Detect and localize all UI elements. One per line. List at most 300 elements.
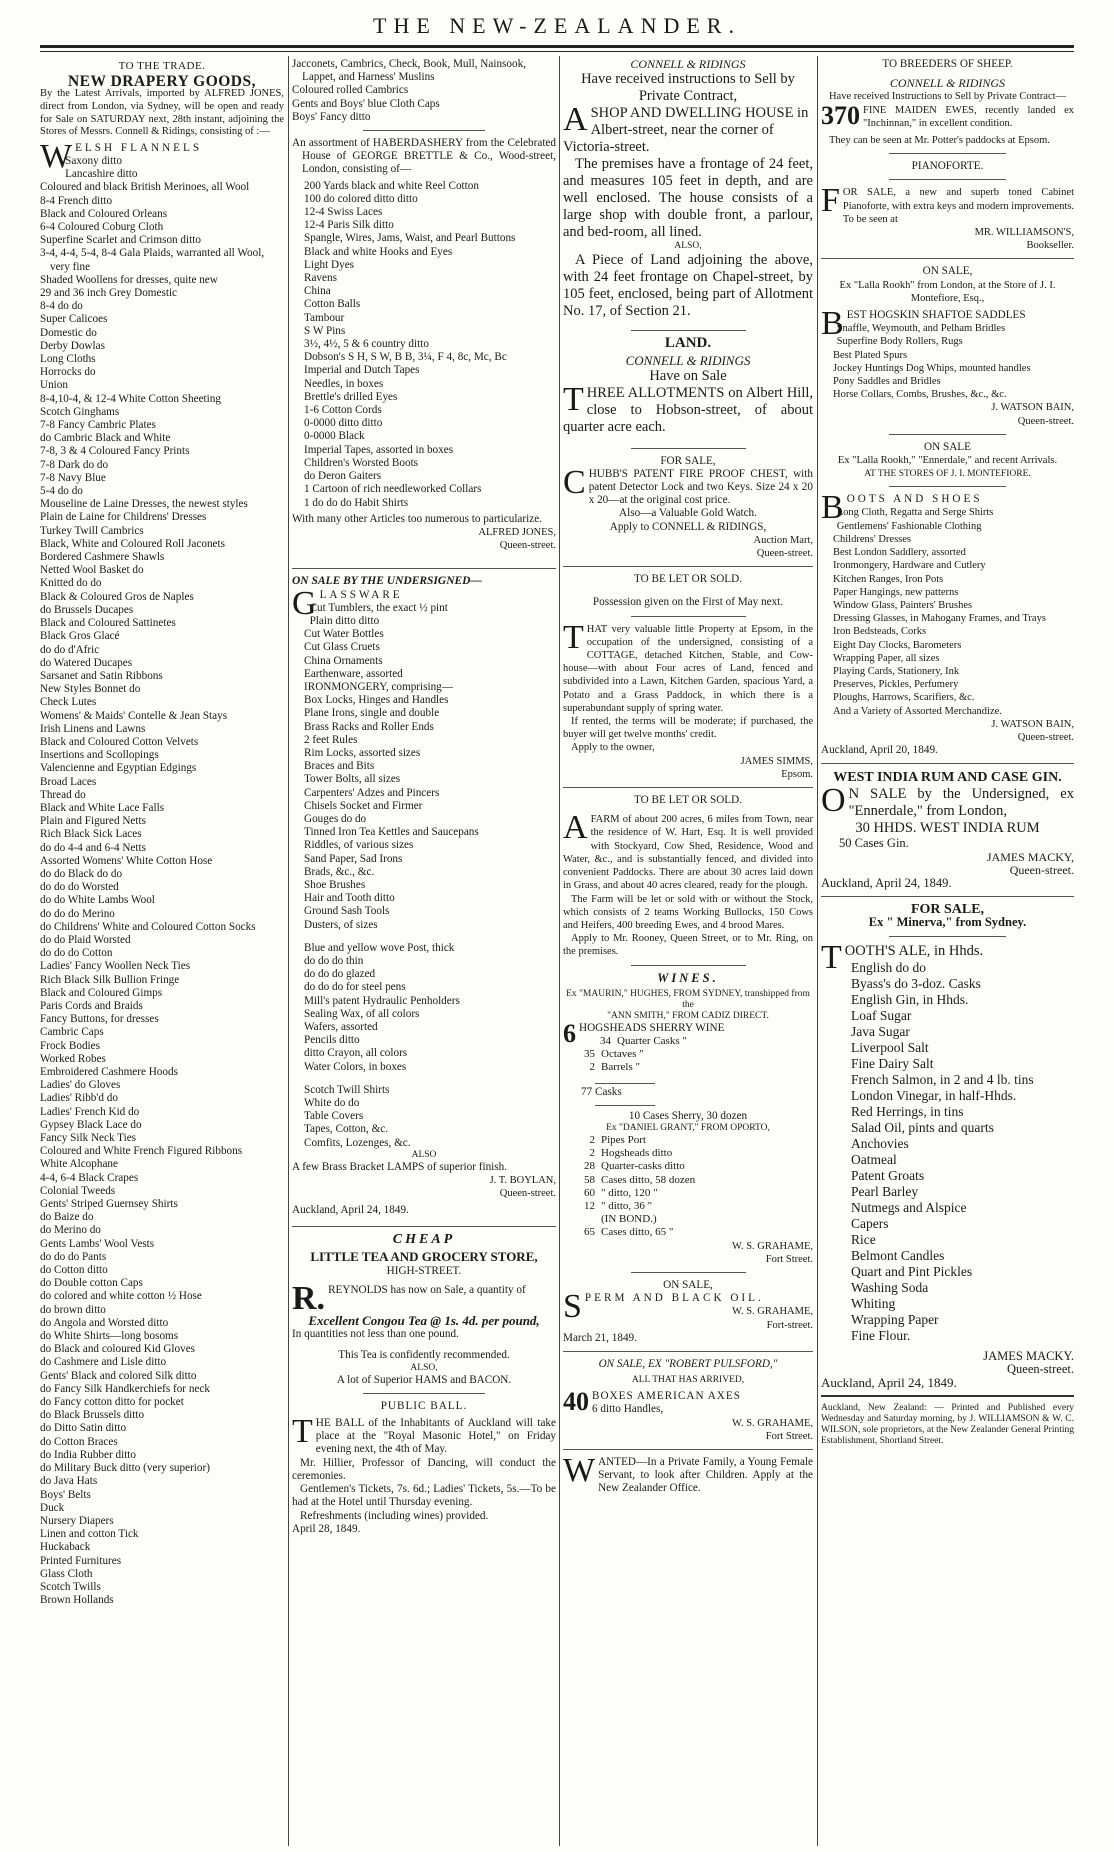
table-row	[563, 1187, 813, 1200]
table-row	[563, 1174, 813, 1187]
list-item: do Cotton ditto	[40, 1264, 108, 1277]
table-row	[563, 1061, 813, 1074]
ad-date: Auckland, April 20, 1849.	[821, 744, 938, 757]
list-item: Frock Bodies	[40, 1039, 100, 1052]
row-quantity: 2	[589, 1061, 595, 1074]
list-item: Embroidered Cashmere Hoods	[40, 1066, 178, 1078]
list-item: Huckaback	[40, 1541, 91, 1554]
list-item: do Black and coloured Kid Gloves	[40, 1343, 196, 1356]
signature: W. S. GRAHAME,	[732, 1240, 813, 1252]
row-text: Cases ditto, 58 dozen	[601, 1173, 696, 1186]
list-item: Coloured and White French Figured Ribbons	[40, 1145, 243, 1158]
stores-text: AT THE STORES OF J. I. MONTEFIORE.	[864, 469, 1031, 480]
list-item: Gouges do do	[304, 812, 367, 825]
premises-text: The premises have a frontage of 24 feet, and measures 105 feet in depth, and are well enclosed. The house consists of a large shop with double front, a parlour, and bed-room, all lined.	[563, 156, 813, 241]
list-item: do do Black do do	[40, 867, 123, 880]
list-item: Comfits, Lozenges, &c.	[304, 1136, 411, 1149]
list-item: Black, White and Coloured Roll Jaconets	[40, 537, 225, 550]
list-item: Patent Groats	[851, 1167, 925, 1183]
drop-cap: S	[563, 1288, 582, 1326]
drop-cap: 370	[821, 100, 860, 130]
column-2	[292, 58, 556, 1844]
muslins-list	[292, 58, 556, 124]
list-item: Gents' Black and colored Silk ditto	[40, 1369, 197, 1382]
list-item: London Vinegar, in half-Hhds.	[851, 1087, 1017, 1103]
row-text: Quarter-casks ditto	[601, 1160, 685, 1173]
stationery-list	[292, 942, 556, 1074]
column-1	[40, 58, 284, 1844]
list-item: do brown ditto	[40, 1303, 106, 1316]
list-item: Anchovies	[851, 1135, 909, 1151]
drop-cap: W	[563, 1452, 596, 1489]
list-item: Shaded Woollens for dresses, quite new	[40, 273, 218, 286]
list-item: do Black Brussels ditto	[40, 1409, 145, 1422]
list-item: Jockey Huntings Dog Whips, mounted handles	[833, 362, 1031, 374]
signature-address: Fort Street.	[765, 1430, 813, 1442]
row-quantity	[563, 1213, 601, 1226]
list-item: Cambric Caps	[40, 1026, 104, 1039]
drop-cap: T	[292, 1413, 313, 1451]
row-quantity: 65	[584, 1226, 595, 1239]
on-sale-heading: ON SALE,	[663, 1278, 713, 1291]
list-item: Lancashire ditto	[65, 168, 138, 181]
list-item: ditto Crayon, all colors	[304, 1047, 408, 1060]
row-text: Quarter Casks "	[617, 1034, 687, 1047]
on-sale-heading: ON SALE	[924, 440, 971, 453]
signature: Auction Mart,	[753, 534, 813, 546]
list-item: China	[304, 285, 331, 298]
list-item: 5-4 do do	[40, 485, 83, 498]
list-item: Check Lutes	[40, 696, 97, 709]
also-label: ALSO,	[674, 241, 702, 252]
row-text: (IN BOND.)	[601, 1213, 657, 1226]
list-item: do Angola and Worsted ditto	[40, 1316, 169, 1329]
table-row	[563, 1213, 813, 1226]
signature-address: Queen-street.	[499, 540, 556, 552]
drop-cap: G	[292, 584, 317, 622]
list-item: 1 do do do Habit Shirts	[304, 496, 409, 509]
rum-heading: WEST INDIA RUM AND CASE GIN.	[833, 770, 1062, 786]
list-item: 29 and 36 inch Grey Domestic	[40, 287, 178, 300]
list-item: Horrocks do	[40, 366, 96, 379]
masthead	[40, 12, 1074, 50]
list-item: Worked Robes	[40, 1052, 106, 1065]
list-item: English Gin, in Hhds.	[851, 991, 969, 1007]
list-item: Assorted Womens' White Cotton Hose	[40, 854, 213, 867]
rum-text: N SALE by the Undersigned, ex "Ennerdale," from London,	[848, 786, 1074, 820]
list-item: Brads, &c., &c.	[304, 865, 375, 878]
chubb-apply: Apply to CONNELL & RIDINGS,	[609, 520, 767, 533]
rented-text: If rented, the terms will be moderate; if purchased, the buyer will get twelve months' credit.	[563, 716, 813, 741]
list-item: Best Plated Spurs	[833, 349, 908, 361]
list-item: Cut Water Bottles	[304, 628, 384, 641]
ad-date: March 21, 1849.	[563, 1331, 637, 1344]
list-item: do Double cotton Caps	[40, 1277, 143, 1290]
signature-address: Bookseller.	[1026, 240, 1074, 252]
ball-text-3: Gentlemen's Tickets, 7s. 6d.; Ladies' Tickets, 5s.—To be had at the Hotel until Thursday evening.	[292, 1483, 556, 1509]
list-item: Duck	[40, 1501, 65, 1514]
list-item: Nutmegs and Alspice	[851, 1199, 967, 1215]
separator	[821, 763, 1074, 764]
on-sale-heading: ON SALE,	[922, 265, 973, 278]
table-row	[563, 1200, 813, 1213]
list-item: Black and Coloured Sattinetes	[40, 617, 176, 630]
signature: J. T. BOYLAN,	[489, 1175, 556, 1187]
list-item: Wrapping Paper	[851, 1311, 939, 1327]
list-item: Tambour	[304, 311, 345, 324]
list-item: Wrapping Paper, all sizes	[833, 652, 940, 664]
signature-address: Epsom.	[781, 768, 813, 780]
wines-heading: WINES.	[657, 970, 719, 985]
list-item: China Ornaments	[304, 654, 383, 667]
shop-text: SHOP AND DWELLING HOUSE in Albert-street, near the corner of Victoria-street.	[563, 105, 809, 156]
list-item: Gentlemens' Fashionable Clothing	[836, 520, 982, 532]
list-item: Washing Soda	[851, 1279, 929, 1295]
list-item: do Deron Gaiters	[304, 470, 382, 483]
property-text: HAT very valuable little Property at Epsom, in the occupation of the undersigned, consisting of a COTTAGE, detached Kitchen, Stable, and Cow-house—with about Four acres of Land, fenced and subdivided into a Lawn, Kitchen Garden, spacious Yard, a Potato and a Grass Paddock, in which there is a superabundant supply of spring water.	[563, 623, 813, 714]
row-quantity: 2	[589, 1133, 595, 1146]
list-item: Playing Cards, Stationery, Ink	[833, 665, 960, 677]
list-item: Pony Saddles and Bridles	[833, 376, 941, 388]
ewes-text: FINE MAIDEN EWES, recently landed ex "Inchinnan," in excellent condition.	[863, 104, 1074, 129]
list-item: Gypsey Black Lace do	[40, 1118, 142, 1131]
list-item: White Alcophane	[40, 1158, 118, 1171]
separator	[889, 153, 1005, 154]
list-item: Jacconets, Cambrics, Check, Book, Mull, Nainsook, Lappet, and Harness' Muslins	[292, 58, 526, 84]
separator	[821, 258, 1074, 259]
list-item: Quart and Pint Pickles	[851, 1263, 973, 1279]
list-item: 0-0000 Black	[304, 430, 365, 443]
list-item: Womens' & Maids' Contelle & Jean Stays	[40, 709, 228, 722]
row-quantity: 35	[584, 1048, 595, 1061]
list-item: Sealing Wax, of all colors	[304, 1007, 420, 1020]
list-item: Ladies' French Kid do	[40, 1105, 140, 1118]
haberdashery-intro: An assortment of HABERDASHERY from the Celebrated House of GEORGE BRETTLE & Co., Wood-street, London, consisting of—	[292, 137, 556, 176]
list-item: Fine Flour.	[851, 1327, 911, 1343]
gin-text: 50 Cases Gin.	[839, 836, 909, 851]
list-item: Imperial and Dutch Tapes	[304, 364, 420, 377]
list-item: Super Calicoes	[40, 313, 108, 326]
list-item: Earthenware, assorted	[304, 667, 403, 680]
list-item: Sand Paper, Sad Irons	[304, 852, 403, 865]
separator	[363, 1393, 484, 1394]
ball-date: April 28, 1849.	[292, 1522, 361, 1535]
table-row	[579, 1035, 813, 1048]
list-item: Dressing Glasses, in Mahogany Frames, and Trays	[833, 613, 1046, 625]
list-item: Coloured and black British Merinoes, all Wool	[40, 181, 250, 194]
list-item: English do do	[851, 959, 927, 975]
list-item: Boys' Belts	[40, 1488, 91, 1501]
possession-text: Possession given on the First of May next.	[592, 596, 784, 609]
list-item: 7-8 Dark do do	[40, 458, 109, 471]
list-item: Rich Black Sick Laces	[40, 828, 142, 841]
chubb-also: Also—a Valuable Gold Watch.	[619, 507, 757, 520]
row-quantity: 58	[584, 1173, 595, 1186]
breeders-heading: TO BREEDERS OF SHEEP.	[882, 58, 1013, 70]
ball-heading: PUBLIC BALL.	[380, 1399, 468, 1412]
list-item: do do do Pants	[40, 1250, 107, 1263]
list-item: Eight Day Clocks, Barometers	[833, 639, 962, 651]
list-item: 8-4 French ditto	[40, 194, 113, 207]
list-item: Java Sugar	[851, 1023, 910, 1039]
ad-intro: By the Latest Arrivals, imported by ALFRED JONES, direct from London, via Sydney, will be open and ready for Sale on SATURDAY next, 28th instant, adjoining the Stores of Messrs. Connell & Ridings, consisting of :—	[40, 88, 284, 138]
row-text: Pipes Port	[601, 1133, 646, 1146]
separator	[889, 434, 1005, 435]
list-item: Plain and Figured Netts	[40, 815, 146, 828]
port-ex: Ex "DANIEL GRANT," FROM OPORTO,	[606, 1122, 770, 1133]
list-item: Colonial Tweeds	[40, 1184, 116, 1197]
list-item: do Cashmere and Lisle ditto	[40, 1356, 167, 1369]
list-item: S W Pins	[304, 324, 346, 337]
drop-cap: T	[821, 938, 842, 976]
drop-cap: W	[40, 137, 73, 175]
closing-text: With many other Articles too numerous to particularize.	[292, 512, 542, 525]
list-item: Paper Hangings, new patterns	[833, 586, 959, 598]
list-item: Valencienne and Egyptian Edgings	[40, 762, 197, 775]
list-item: Insertions and Scollopings	[40, 749, 159, 762]
drop-cap: T	[563, 618, 584, 656]
list-item: Needles, in boxes	[304, 377, 384, 390]
list-item: 1-6 Cotton Cords	[304, 404, 382, 417]
list-item: Pencils ditto	[304, 1034, 360, 1047]
drop-cap: F	[821, 182, 840, 220]
drop-cap: B	[821, 489, 844, 527]
drop-cap: O	[821, 782, 846, 820]
drop-cap: 6	[563, 1018, 576, 1048]
list-item: Imperial Tapes, assorted in boxes	[304, 443, 454, 456]
signature: W. S. GRAHAME,	[732, 1306, 813, 1318]
list-item: Light Dyes	[304, 258, 355, 271]
signature-address: Fort-street.	[766, 1319, 813, 1331]
list-item: 3-4, 4-4, 5-4, 8-4 Gala Plaids, warranted all Wool, very fine	[40, 247, 265, 273]
list-item: Turkey Twill Cambrics	[40, 524, 144, 537]
hams-text: A lot of Superior HAMS and BACON.	[336, 1373, 512, 1386]
list-item: Scotch Twill Shirts	[304, 1083, 390, 1096]
list-item: Boys' Fancy ditto	[292, 110, 371, 123]
list-item: do White Shirts—long bosoms	[40, 1330, 179, 1343]
ad-heading: CONNELL & RIDINGS	[625, 353, 751, 369]
list-item: Black and white Hooks and Eyes	[304, 245, 453, 258]
list-item: do Merino do	[40, 1224, 101, 1237]
column-4	[821, 58, 1074, 1844]
signature-address: Queen-street.	[499, 1188, 556, 1200]
list-item: Rim Locks, assorted sizes	[304, 746, 421, 759]
table-row	[563, 1048, 813, 1061]
list-item: Ladies' Fancy Woollen Neck Ties	[40, 960, 191, 973]
wanted-text: ANTED—In a Private Family, a Young Female Servant, to look after Children. Apply at the New Zealander Office.	[598, 1456, 813, 1495]
separator	[363, 130, 484, 131]
list-item: Window Glass, Painters' Brushes	[833, 599, 973, 611]
list-item: Iron Bedsteads, Corks	[833, 626, 927, 638]
separator	[631, 616, 746, 617]
wines-ship: "ANN SMITH," FROM CADIZ DIRECT.	[607, 1010, 769, 1021]
list-item: Glass Cloth	[40, 1567, 93, 1580]
boots-list	[821, 506, 1074, 717]
tea-store-title: LITTLE TEA AND GROCERY STORE,	[310, 1248, 538, 1264]
list-first-item: ELSH FLANNELS	[75, 141, 203, 154]
ad-heading: CONNELL & RIDINGS	[889, 76, 1006, 91]
list-item: 3½, 4½, 5 & 6 country ditto	[304, 338, 429, 351]
list-item: Cut Tumblers, the exact ½ pint	[309, 601, 448, 614]
arrivals-text: Ex "Lalla Rookh," "Ennerdale," and recent Arrivals.	[837, 455, 1058, 467]
let-heading: TO BE LET OR SOLD.	[633, 573, 743, 586]
haberdashery-list	[292, 180, 556, 510]
row-text: " ditto, 120 "	[601, 1186, 658, 1199]
list-item: Scotch Ginghams	[40, 405, 120, 418]
column-3	[563, 58, 813, 1844]
list-item: Plain ditto ditto	[309, 614, 380, 627]
separator	[821, 896, 1074, 897]
signature: J. WATSON BAIN,	[991, 718, 1074, 730]
hogs-text: HOGSHEADS SHERRY WINE	[579, 1021, 725, 1034]
list-item: Printed Furnitures	[40, 1554, 122, 1567]
drop-cap: A	[563, 809, 588, 847]
signature: MR. WILLIAMSON'S,	[974, 227, 1074, 239]
land-piece-text: A Piece of Land adjoining the above, with 24 feet frontage on Chapel-street, by 105 feet, enclosed, being part of Allotment No. 17, of Section 21.	[563, 252, 813, 320]
separator	[889, 936, 1005, 937]
list-item: Liverpool Salt	[851, 1039, 929, 1055]
tea-quantity: In quantities not less than one pound.	[292, 1328, 459, 1341]
list-item: Bordered Cashmere Shawls	[40, 551, 165, 564]
signature-address: Fort Street.	[765, 1253, 813, 1265]
list-item: 100 do colored ditto ditto	[304, 192, 418, 205]
list-item: do India Rubber ditto	[40, 1448, 137, 1461]
row-text: Cases ditto, 65 "	[601, 1226, 674, 1239]
list-item: Superfine Scarlet and Crimson ditto	[40, 234, 201, 247]
list-item: do do do for steel pens	[304, 981, 406, 994]
list-item: do Cambric Black and White	[40, 432, 171, 445]
list-item: Children's Worsted Boots	[304, 456, 419, 469]
list-item: Fine Dairy Salt	[851, 1055, 934, 1071]
list-item: Mouseline de Laine Dresses, the newest styles	[40, 498, 248, 511]
saddle-list	[821, 322, 1074, 401]
list-item: Salad Oil, pints and quarts	[851, 1119, 994, 1135]
saddles-title: EST HOGSKIN SHAFTOE SADDLES	[846, 309, 1026, 322]
list-item: Sarsanet and Satin Ribbons	[40, 669, 163, 682]
ad-title: NEW DRAPERY GOODS,	[67, 73, 256, 91]
separator	[563, 1449, 813, 1450]
row-text: Hogsheads ditto	[601, 1147, 673, 1160]
list-item: do do 4-4 and 6-4 Netts	[40, 841, 146, 854]
signature: J. WATSON BAIN,	[991, 402, 1074, 414]
piano-heading: PIANOFORTE.	[911, 160, 984, 173]
table-row	[563, 1160, 813, 1173]
farm-text-2: The Farm will be let or sold with or without the Stock, which consists of 2 teams Working Bullocks, 150 Cows and Heifers, 400 breeding Ewes, and 4 brood Mares.	[563, 893, 813, 931]
list-item: Scotch Twills	[40, 1580, 101, 1593]
row-text: Barrels "	[601, 1061, 641, 1074]
signature-address: Queen-street.	[1007, 1361, 1074, 1376]
list-item: do Baize do	[40, 1211, 94, 1224]
separator	[889, 179, 1005, 180]
separator	[292, 1226, 556, 1227]
list-item: do Brussels Ducapes	[40, 603, 134, 616]
list-item: Netted Wool Basket do	[40, 564, 144, 577]
farm-text-3: Apply to Mr. Rooney, Queen Street, or to Mr. Ring, on the premises.	[563, 933, 813, 958]
list-item: Chisels Socket and Firmer	[304, 799, 423, 812]
glassware-heading: ON SALE BY THE UNDERSIGNED—	[292, 575, 482, 588]
list-item: Belmont Candles	[851, 1247, 945, 1263]
land-heading: LAND.	[664, 335, 712, 352]
list-item: Superfine Body Rollers, Rugs	[836, 336, 963, 348]
list-item: 12-4 Swiss Laces	[304, 206, 383, 219]
list-item: 0-0000 ditto ditto	[304, 417, 383, 430]
column-divider	[288, 56, 289, 1846]
minerva-text: Ex " Minerva," from Sydney.	[868, 915, 1027, 930]
list-item: do do do Merino	[40, 907, 115, 920]
sherry-cases: 10 Cases Sherry, 30 dozen	[628, 1109, 748, 1122]
drop-cap: 40	[563, 1387, 589, 1417]
list-item: 12-4 Paris Silk ditto	[304, 219, 394, 232]
list-item: Gents and Boys' blue Cloth Caps	[292, 97, 440, 110]
grocery-list	[821, 960, 1074, 1344]
glassware-title: LASSWARE	[319, 588, 403, 601]
masthead-rule	[40, 45, 1074, 48]
drop-cap: A	[563, 101, 588, 139]
signature-address: Queen-street.	[1009, 862, 1074, 877]
list-item: do Childrens' White and Coloured Cotton Socks	[40, 920, 256, 933]
list-item: Table Covers	[304, 1110, 364, 1123]
drop-cap: T	[563, 380, 584, 418]
list-item: Irish Linens and Lawns	[40, 722, 146, 735]
list-item: Spangle, Wires, Jams, Waist, and Pearl Buttons	[304, 232, 516, 245]
signature: JAMES MACKY,	[986, 849, 1074, 864]
separator	[292, 568, 556, 569]
drop-cap: B	[821, 305, 844, 343]
list-item: 1 Cartoon of rich needleworked Collars	[304, 483, 482, 496]
ball-text-4: Refreshments (including wines) provided.	[300, 1509, 489, 1522]
table-row	[563, 1134, 813, 1147]
separator	[631, 1272, 746, 1273]
list-item: do do do thin	[304, 955, 364, 967]
pulsford-heading: ON SALE, EX "ROBERT PULSFORD,"	[598, 1357, 778, 1370]
list-item: Long Cloths	[40, 353, 96, 366]
sperm-text: PERM AND BLACK OIL.	[584, 1292, 764, 1305]
list-item: Snaffle, Weymouth, and Pelham Bridles	[836, 323, 1006, 335]
list-item: 2 feet Rules	[304, 733, 358, 746]
separator	[631, 448, 746, 449]
apply-text: Apply to the owner,	[571, 742, 655, 754]
congou-offer: Excellent Congou Tea @ 1s. 4d. per pound,	[308, 1313, 540, 1329]
signature-address: Queen-street.	[1017, 731, 1074, 743]
list-item: do Watered Ducapes	[40, 656, 133, 669]
list-item: Thread do	[40, 788, 86, 801]
list-item: Ploughs, Harrows, Scarifiers, &c.	[833, 692, 975, 704]
port-list	[563, 1134, 813, 1240]
list-item: Derby Dowlas	[40, 339, 105, 352]
wines-ex: Ex "MAURIN," HUGHES, FROM SYDNEY, transhipped from the	[566, 988, 810, 1010]
list-item: Black & Coloured Gros de Naples	[40, 590, 194, 603]
separator	[563, 787, 813, 788]
boots-title: OOTS AND SHOES	[846, 493, 983, 506]
signature: JAMES SIMMS,	[740, 755, 813, 767]
ball-text: HE BALL of the Inhabitants of Auckland will take place at the "Royal Masonic Hotel," on Friday evening next, the 4th of May.	[315, 1417, 556, 1456]
for-sale-heading: FOR SALE,	[660, 454, 716, 467]
list-item: Rice	[851, 1231, 876, 1247]
list-item: White do do	[304, 1097, 360, 1110]
list-item: Water Colors, in boxes	[304, 1060, 407, 1073]
list-item: do colored and white cotton ½ Hose	[40, 1290, 202, 1303]
list-item: Long Cloth, Regatta and Serge Shirts	[836, 507, 994, 519]
list-item: New Styles Bonnet do	[40, 683, 141, 696]
list-item: Dobson's S H, S W, B B, 3¼, F 4, 8c, Mc, Bc	[304, 351, 507, 364]
list-item: Ground Sash Tools	[304, 905, 390, 918]
list-item: Shoe Brushes	[304, 878, 366, 891]
list-item: do do do glazed	[304, 968, 376, 981]
list-item: Ravens	[304, 272, 337, 285]
list-item: do Military Buck ditto (very superior)	[40, 1462, 210, 1475]
separator	[631, 330, 746, 331]
signature: JAMES MACKY.	[983, 1348, 1074, 1363]
